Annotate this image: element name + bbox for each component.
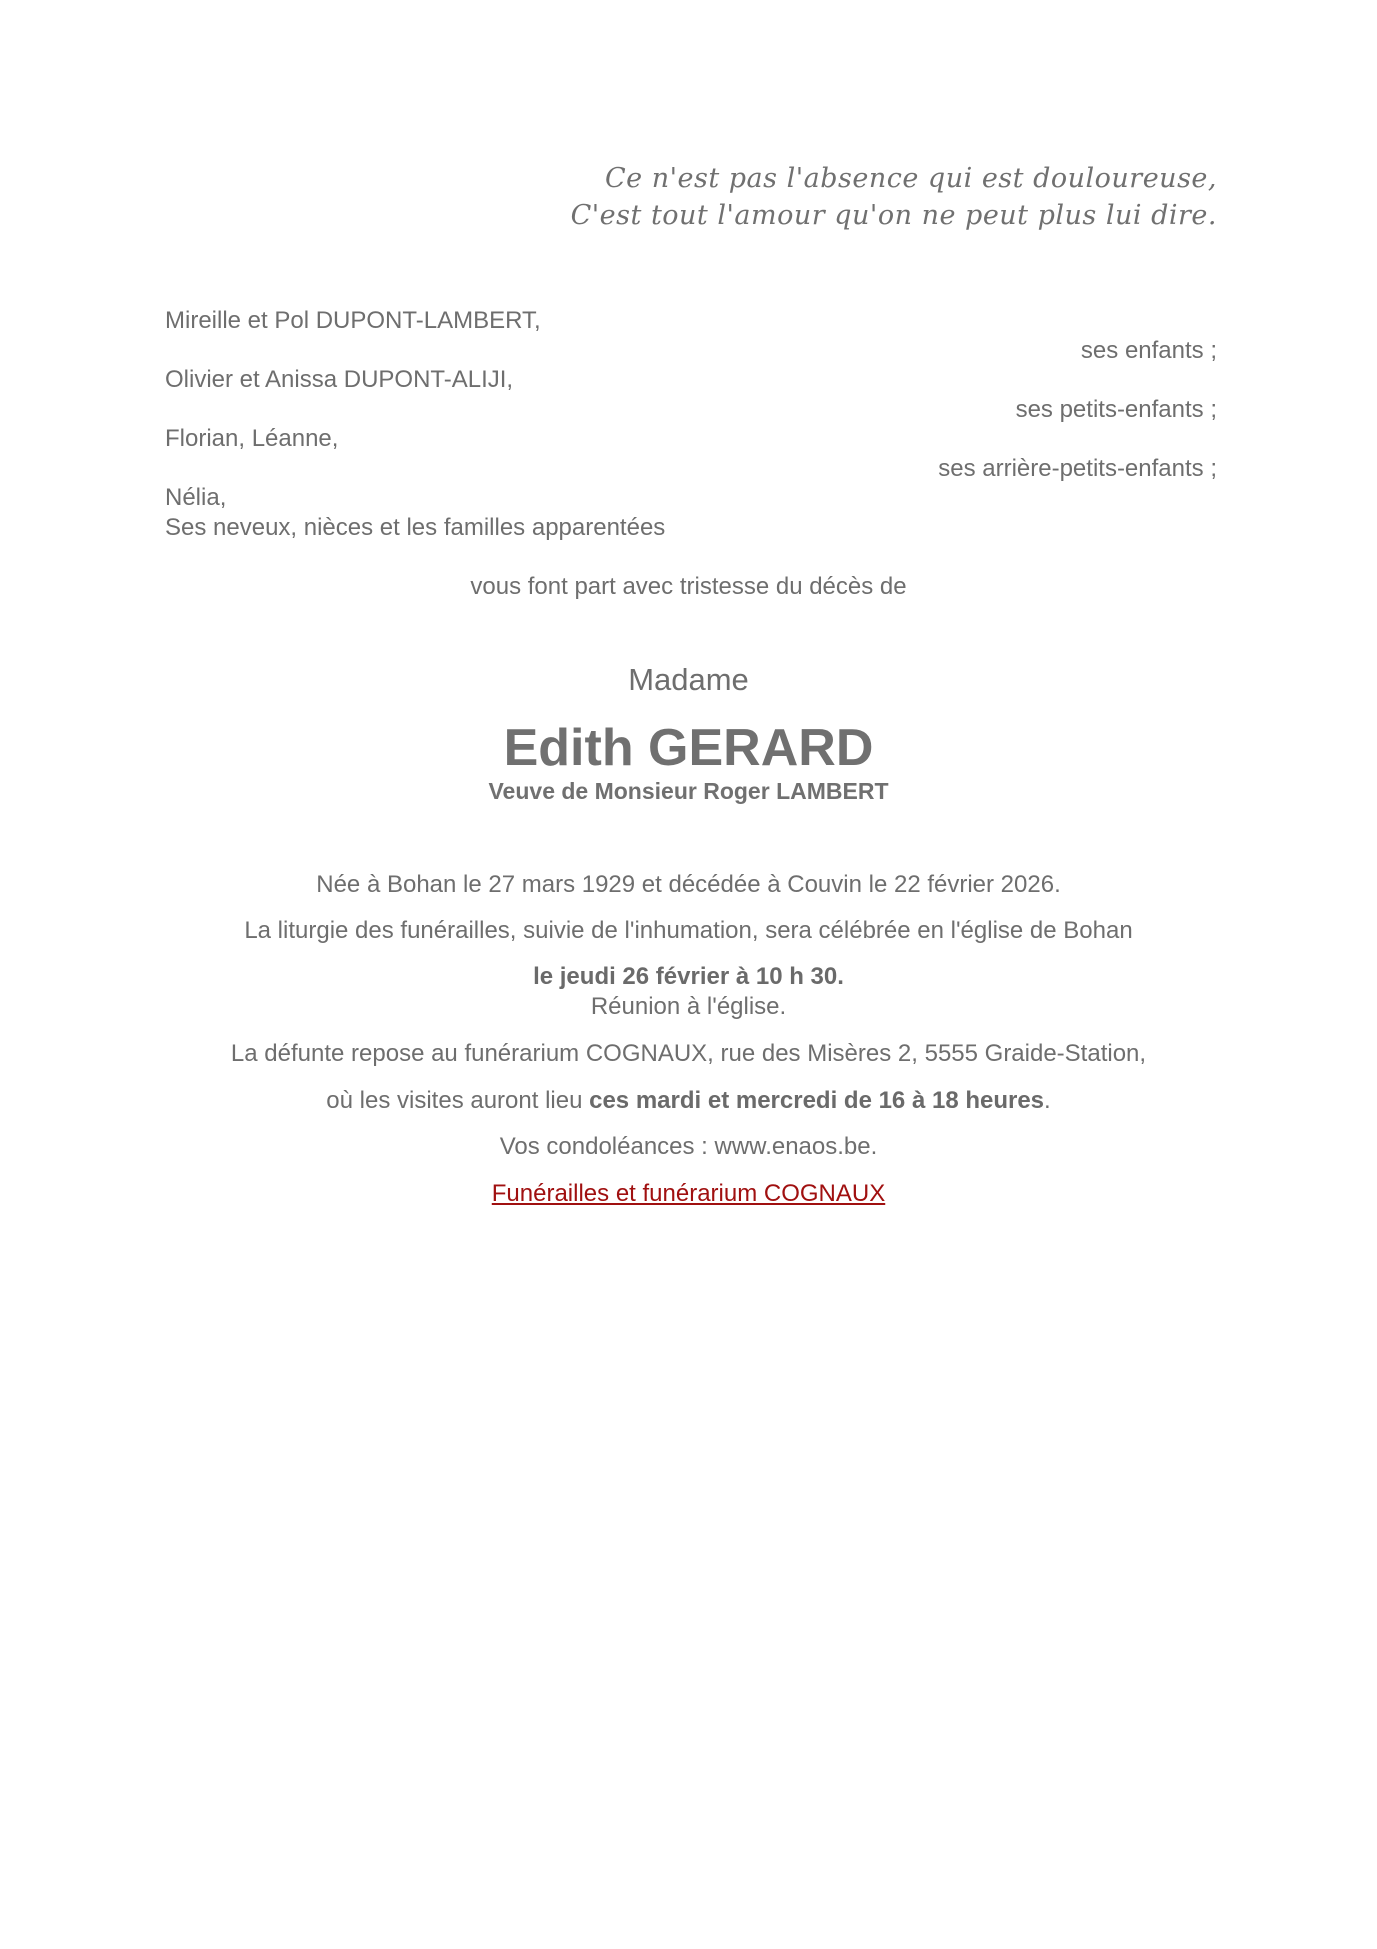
children-role: ses enfants ;	[1080, 336, 1217, 364]
birth-death-text: Née à Bohan le 27 mars 1929 et décédée à Couvin le 22 février 2026.	[316, 871, 1061, 898]
announcement-text: vous font part avec tristesse du décès de	[470, 573, 907, 600]
funeral-home-link[interactable]: Funérailles et funérarium COGNAUX	[491, 1180, 886, 1207]
epitaph-quote	[571, 160, 1217, 234]
visits-text	[165, 1087, 1212, 1115]
liturgy-text: La liturgie des funérailles, suivie de l'inhumation, sera célébrée en l'église de Bohan	[244, 917, 1133, 944]
visits-suffix: .	[1044, 1087, 1051, 1114]
epitaph-line-1: Ce n'est pas l'absence qui est douloureuse,	[604, 163, 1217, 194]
grandchildren-role: ses petits-enfants ;	[1015, 395, 1217, 423]
deceased-title: Madame	[628, 662, 749, 697]
family-list	[165, 306, 1217, 542]
widow-of: Veuve de Monsieur Roger LAMBERT	[488, 778, 889, 804]
children-names: Mireille et Pol DUPONT-LAMBERT,	[165, 307, 541, 334]
grandchildren-names: Olivier et Anissa DUPONT-ALIJI,	[165, 366, 514, 393]
great-grandchildren-role: ses arrière-petits-enfants ;	[938, 454, 1217, 482]
meeting-text: Réunion à l'église.	[590, 993, 787, 1020]
visits-times: ces mardi et mercredi de 16 à 18 heures	[589, 1087, 1045, 1114]
condolences-text: Vos condoléances : www.enaos.be.	[499, 1133, 878, 1160]
extended-family: Ses neveux, nièces et les familles apparentées	[165, 513, 666, 541]
ceremony-date: le jeudi 26 février à 10 h 30.	[533, 963, 844, 990]
great-grandchildren-names-2: Nélia,	[165, 484, 227, 511]
great-grandchildren-names-1: Florian, Léanne,	[165, 425, 339, 452]
epitaph-line-2: C'est tout l'amour qu'on ne peut plus lui dire.	[570, 200, 1217, 231]
deceased-name: Edith GERARD	[503, 719, 874, 777]
rests-at-text: La défunte repose au funérarium COGNAUX, rue des Misères 2, 5555 Graide-Station,	[230, 1040, 1147, 1067]
visits-prefix: où les visites auront lieu	[326, 1087, 590, 1114]
